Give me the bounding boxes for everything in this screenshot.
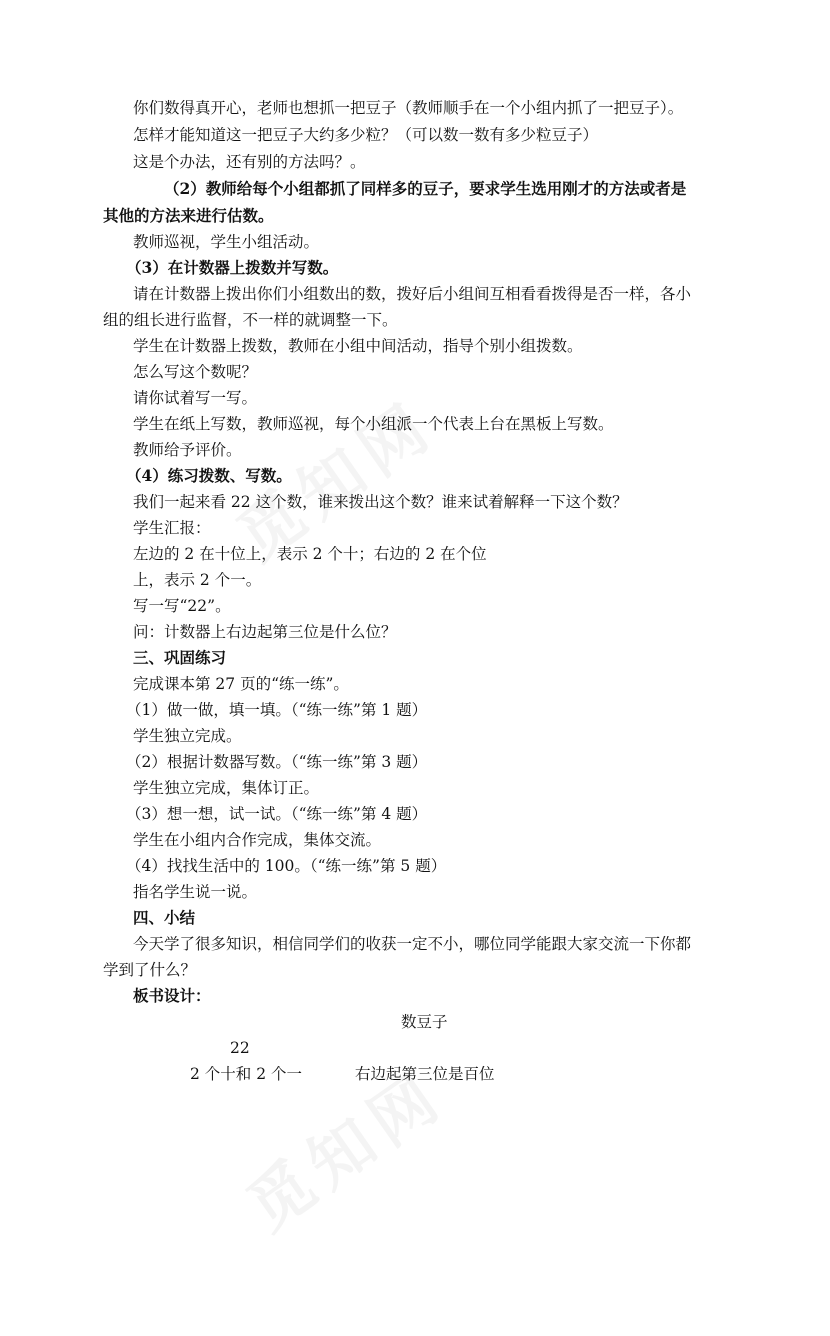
text-line: 左边的 2 在十位上，表示 2 个十；右边的 2 在个位	[133, 545, 487, 563]
text-line: 请在计数器上拨出你们小组数出的数，拨好后小组间互相看看拨得是否一样，各小	[133, 285, 692, 303]
text-line: （2）根据计数器写数。（“练一练”第 3 题）	[126, 753, 428, 771]
board-note-right: 右边起第三位是百位	[355, 1065, 495, 1083]
text-line: 学生汇报：	[133, 519, 211, 537]
text-line: 学生在纸上写数，教师巡视，每个小组派一个代表上台在黑板上写数。	[133, 415, 614, 433]
text-line: （4）找找生活中的 100。（“练一练”第 5 题）	[126, 857, 447, 875]
board-note-left: 2 个十和 2 个一	[190, 1065, 303, 1083]
text-line: （3）想一想，试一试。（“练一练”第 4 题）	[126, 805, 428, 823]
text-line: 完成课本第 27 页的“练一练”。	[133, 675, 349, 693]
text-line: 教师给予评价。	[133, 441, 242, 459]
board-number: 22	[230, 1039, 250, 1057]
section-heading: 三、巩固练习	[133, 648, 227, 667]
text-line: 上，表示 2 个一。	[133, 571, 262, 589]
text-line: 这是个办法，还有别的方法吗？。	[133, 153, 366, 171]
text-line: 教师巡视，学生小组活动。	[133, 233, 320, 251]
text-line: 请你试着写一写。	[133, 389, 258, 407]
section-heading: （3）在计数器上拨数并写数。	[126, 258, 339, 277]
board-title: 数豆子	[401, 1013, 448, 1031]
text-line: 写一写“22”。	[133, 597, 231, 615]
text-line: 问：计数器上右边起第三位是什么位？	[133, 623, 397, 641]
text-line: 学生在计数器上拨数，教师在小组中间活动，指导个别小组拨数。	[133, 337, 583, 355]
text-line: 今天学了很多知识，相信同学们的收获一定不小，哪位同学能跟大家交流一下你都	[133, 935, 692, 953]
text-line: 学到了什么？	[103, 961, 197, 979]
section-heading: 四、小结	[133, 908, 196, 927]
section-heading: （4）练习拨数、写数。	[126, 466, 292, 485]
text-line: 怎样才能知道这一把豆子大约多少粒？（可以数一数有多少粒豆子）	[133, 126, 599, 144]
section-heading: （2）教师给每个小组都抓了同样多的豆子，要求学生选用刚才的方法或者是	[164, 179, 687, 198]
section-heading: 板书设计：	[133, 986, 211, 1005]
text-line: 学生在小组内合作完成，集体交流。	[133, 831, 382, 849]
section-heading: 其他的方法来进行估数。	[103, 206, 274, 225]
text-line: 组的组长进行监督，不一样的就调整一下。	[103, 311, 398, 329]
text-line: 我们一起来看 22 这个数，谁来拨出这个数？谁来试着解释一下这个数？	[133, 493, 628, 511]
text-line: 学生独立完成，集体订正。	[133, 779, 320, 797]
text-line: 你们数得真开心，老师也想抓一把豆子（教师顺手在一个小组内抓了一把豆子）。	[133, 99, 684, 117]
text-line: 怎么写这个数呢？	[133, 363, 258, 381]
text-line: 指名学生说一说。	[133, 883, 258, 901]
text-line: （1）做一做，填一填。（“练一练”第 1 题）	[126, 701, 428, 719]
text-line: 学生独立完成。	[133, 727, 242, 745]
